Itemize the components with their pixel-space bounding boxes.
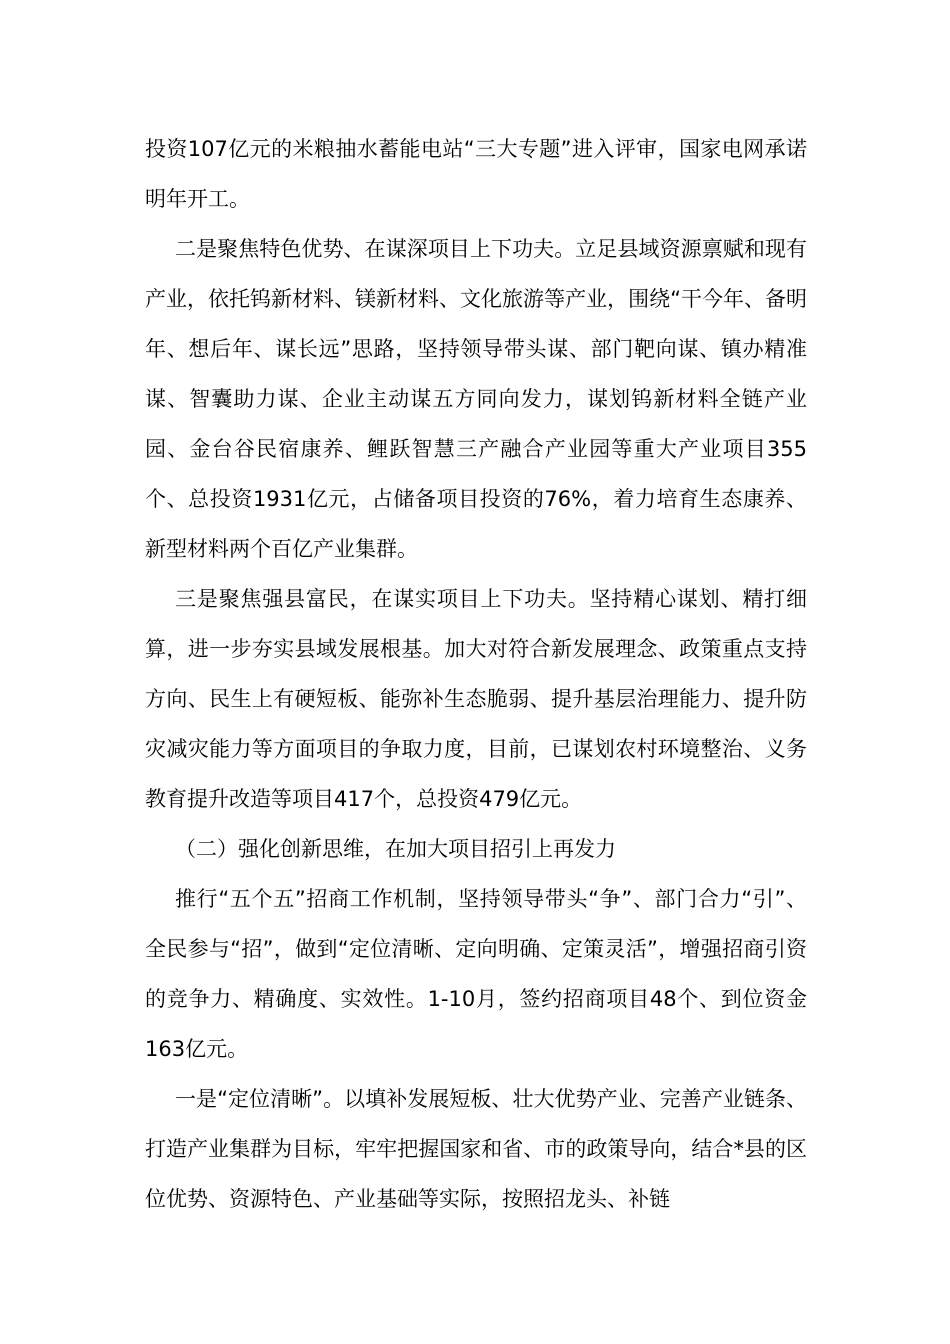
paragraph-intro: 推行“五个五”招商工作机制，坚持领导带头“争”、部门合力“引”、全民参与“招”，做到“定位清晰、定向明确、定策灵活”，增强招商引资的竞争力、精确度、实效性。1-10月，签约招商项目48个、到位资金163亿元。 xyxy=(145,887,807,1061)
paragraph-item-one: 一是“定位清晰”。以填补发展短板、壮大优势产业、完善产业链条、打造产业集群为目标，牢牢把握国家和省、市的政策导向，结合*县的区位优势、资源特色、产业基础等实际，按照招龙头、补链 xyxy=(145,1087,807,1211)
paragraph-continuation: 投资107亿元的米粮抽水蓄能电站“三大专题”进入评审，国家电网承诺明年开工。 xyxy=(145,137,807,211)
document-body xyxy=(145,124,807,1224)
paragraph-item-three: 三是聚焦强县富民，在谋实项目上下功夫。坚持精心谋划、精打细算，进一步夯实县域发展根基。加大对符合新发展理念、政策重点支持方向、民生上有硬短板、能弥补生态脆弱、提升基层治理能力、提升防灾减灾能力等方面项目的争取力度，目前，已谋划农村环境整治、义务教育提升改造等项目417个，总投资479亿元。 xyxy=(145,587,807,811)
section-heading: （二）强化创新思维，在加大项目招引上再发力 xyxy=(175,837,616,861)
paragraph-item-two: 二是聚焦特色优势、在谋深项目上下功夫。立足县域资源禀赋和现有产业，依托钨新材料、镁新材料、文化旅游等产业，围绕“干今年、备明年、想后年、谋长远”思路，坚持领导带头谋、部门靶向谋、镇办精准谋、智囊助力谋、企业主动谋五方同向发力，谋划钨新材料全链产业园、金台谷民宿康养、鲤跃智慧三产融合产业园等重大产业项目355个、总投资1931亿元，占储备项目投资的76%，着力培育生态康养、新型材料两个百亿产业集群。 xyxy=(145,237,807,561)
